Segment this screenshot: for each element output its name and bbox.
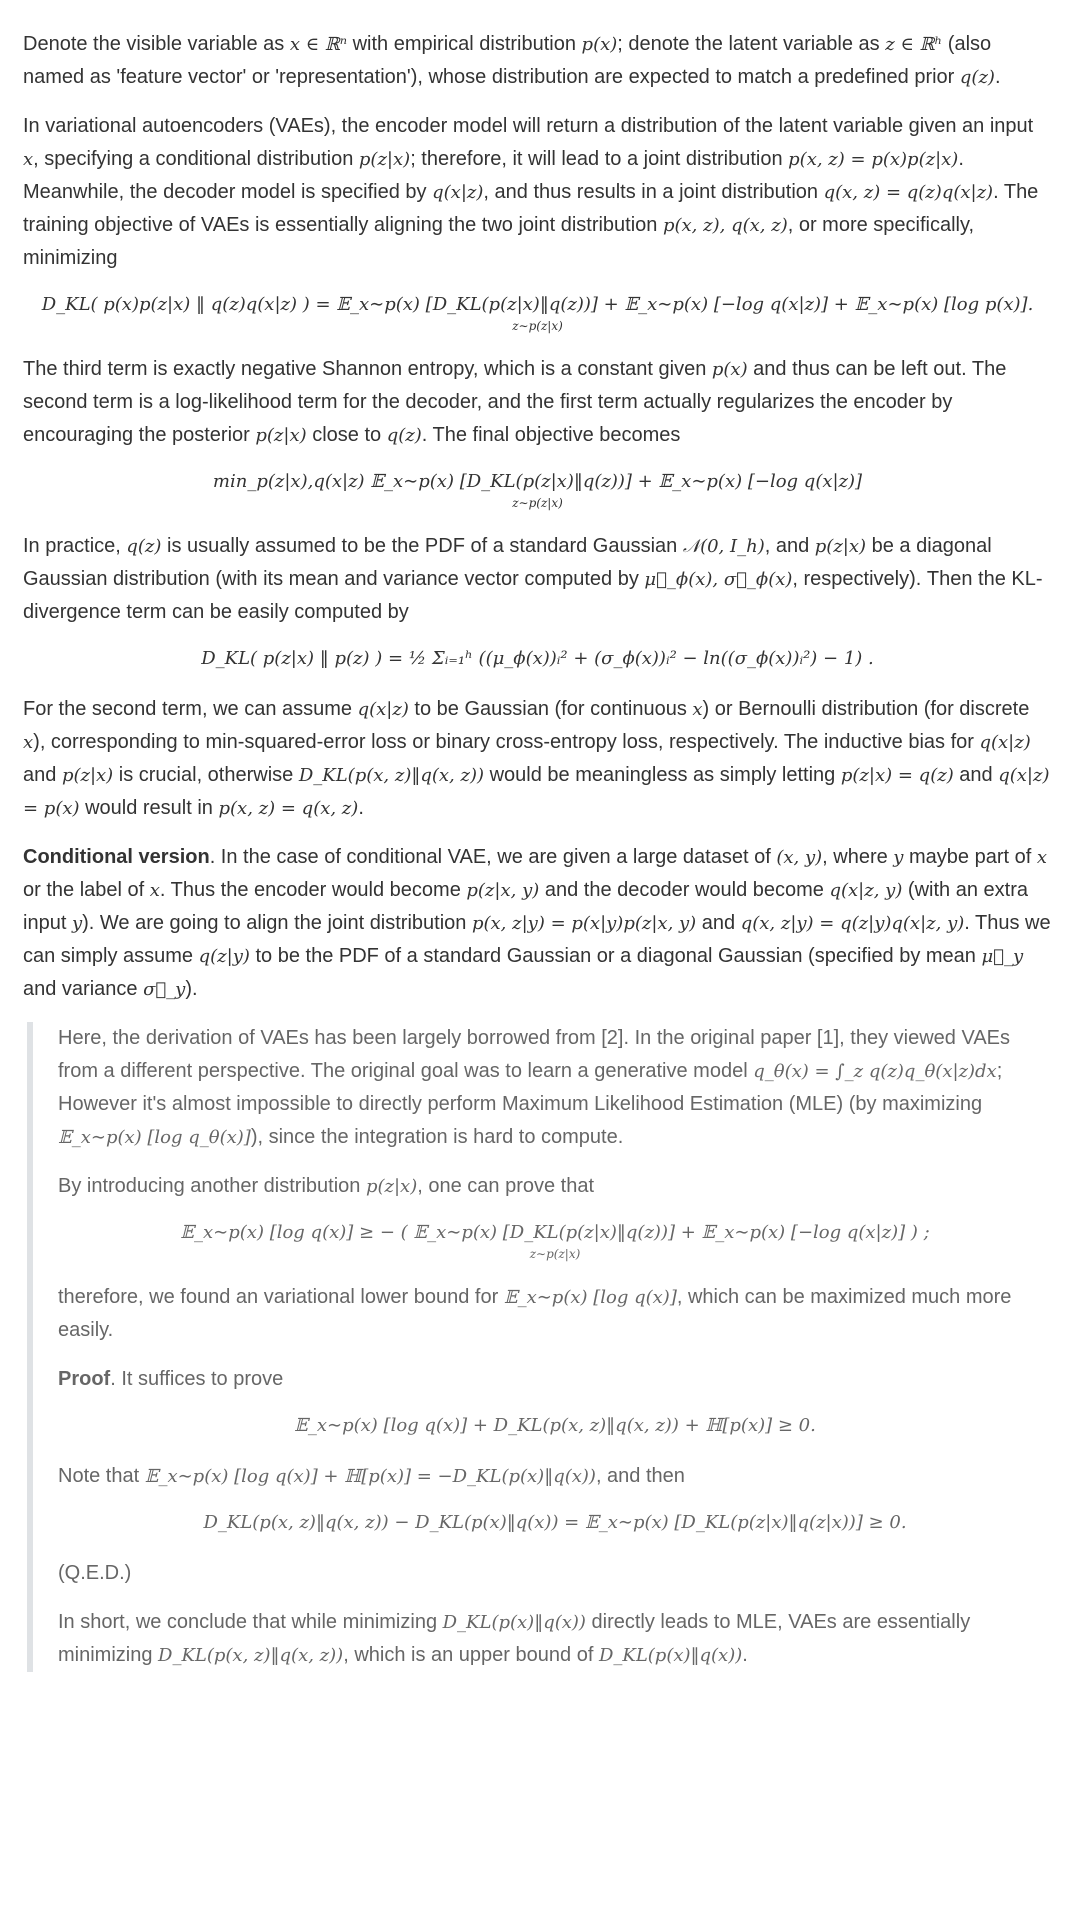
text-run: therefore, we found an variational lower bound for bbox=[58, 1286, 504, 1308]
equation-body: 𝔼_x∼p(x) [log q(x)] ≥ − ( 𝔼_x∼p(x) [D_KL(p(z|x)‖q(z))] + 𝔼_x∼p(x) [−log q(x|z)] ) ; bbox=[180, 1222, 930, 1243]
text-run: is usually assumed to be the PDF of a standard Gaussian bbox=[161, 535, 683, 557]
text-run: and bbox=[953, 764, 999, 786]
paragraph bbox=[58, 1022, 1052, 1154]
text-run: (with an extra input bbox=[23, 879, 1028, 934]
text-run: In practice, bbox=[23, 535, 127, 557]
equation-body: D_KL( p(x)p(z|x) ‖ q(z)q(x|z) ) = 𝔼_x∼p(x) [D_KL(p(z|x)‖q(z))] + 𝔼_x∼p(x) [−log q(x|z)] + 𝔼_x∼p(x) [log p(x)]. bbox=[41, 294, 1034, 315]
inline-math: p(x, z), q(x, z) bbox=[662, 215, 788, 236]
inline-math: σ⃗_y bbox=[143, 979, 186, 1000]
text-run: ), since the integration is hard to compute. bbox=[250, 1126, 624, 1148]
text-run: would result in bbox=[79, 797, 219, 819]
inline-math: D_KL(p(x, z)‖q(x, z)) bbox=[298, 765, 485, 786]
paragraph bbox=[58, 1460, 1052, 1493]
inline-math: q(z) bbox=[126, 536, 162, 557]
inline-math: q(z) bbox=[386, 425, 422, 446]
text-run: maybe part of bbox=[903, 846, 1037, 868]
inline-math: p(z|x) bbox=[358, 149, 411, 170]
text-run: Here, the derivation of VAEs has been largely borrowed from [2]. In the original paper [1], they viewed VAEs from a different perspective. The original goal was to learn a generative model bbox=[58, 1027, 1010, 1082]
inline-math: D_KL(p(x)‖q(x)) bbox=[598, 1645, 743, 1666]
paragraph bbox=[58, 1363, 1052, 1396]
paragraph bbox=[23, 110, 1052, 275]
inline-math: q(x|z) bbox=[979, 732, 1031, 753]
inline-math: μ⃗_ϕ(x), σ⃗_ϕ(x) bbox=[644, 569, 793, 590]
text-run: , which is an upper bound of bbox=[343, 1644, 599, 1666]
inline-math: 𝔼_x∼p(x) [log q_θ(x)] bbox=[58, 1127, 251, 1148]
text-run: The third term is exactly negative Shannon entropy, which is a constant given bbox=[23, 358, 712, 380]
paragraph bbox=[58, 1170, 1052, 1203]
text-run: and the decoder would become bbox=[539, 879, 830, 901]
display-equation bbox=[23, 468, 1052, 510]
text-run: ; However it's almost impossible to directly perform Maximum Likelihood Estimation (MLE) (by maximizing bbox=[58, 1060, 1003, 1115]
display-equation bbox=[58, 1509, 1052, 1537]
text-run: Denote the visible variable as bbox=[23, 33, 290, 55]
inline-math: p(z|x, y) bbox=[466, 880, 540, 901]
inline-math: x bbox=[149, 880, 160, 901]
inline-math: p(x, z) = p(x)p(z|x) bbox=[788, 149, 959, 170]
equation-subscript: z∼p(z|x) bbox=[512, 319, 563, 333]
text-run: with empirical distribution bbox=[347, 33, 582, 55]
text-run: , respectively). Then the KL-divergence term can be easily computed by bbox=[23, 568, 1043, 623]
text-run: ) or Bernoulli distribution (for discrete bbox=[702, 698, 1030, 720]
text-run: In variational autoencoders (VAEs), the encoder model will return a distribution of the latent variable given an input bbox=[23, 115, 1034, 137]
inline-math: p(x, z|y) = p(x|y)p(z|x, y) bbox=[471, 913, 697, 934]
equation-subscript: z∼p(z|x) bbox=[512, 496, 563, 510]
inline-math: p(x) bbox=[581, 34, 618, 55]
inline-math: p(z|x) bbox=[365, 1176, 418, 1197]
inline-math: q(z|y) bbox=[198, 946, 250, 967]
text-run: ). We are going to align the joint distribution bbox=[82, 912, 472, 934]
display-equation bbox=[23, 645, 1052, 673]
text-run: . Meanwhile, the decoder model is specified by bbox=[23, 148, 964, 203]
text-run: , and thus results in a joint distribution bbox=[483, 181, 824, 203]
text-run: . bbox=[742, 1644, 748, 1666]
inline-math: y bbox=[893, 847, 904, 868]
paragraph bbox=[58, 1281, 1052, 1347]
text-run: ; therefore, it will lead to a joint distribution bbox=[410, 148, 789, 170]
text-run: . In the case of conditional VAE, we are given a large dataset of bbox=[209, 846, 777, 868]
inline-math: p(z|x) = q(z) bbox=[840, 765, 954, 786]
text-run: and bbox=[23, 764, 62, 786]
text-run: By introducing another distribution bbox=[58, 1175, 366, 1197]
text-run: Note that bbox=[58, 1465, 145, 1487]
paragraph bbox=[23, 841, 1052, 1006]
paragraph bbox=[58, 1606, 1052, 1672]
inline-math: x bbox=[692, 699, 703, 720]
text-run: to be Gaussian (for continuous bbox=[408, 698, 693, 720]
text-run: or the label of bbox=[23, 879, 150, 901]
text-run: close to bbox=[306, 424, 387, 446]
text-run: and variance bbox=[23, 978, 144, 1000]
text-run: , which can be maximized much more easily. bbox=[58, 1286, 1012, 1341]
inline-math: μ⃗_y bbox=[981, 946, 1024, 967]
inline-math: p(z|x) bbox=[61, 765, 114, 786]
text-run: ), corresponding to min-squared-error loss or binary cross-entropy loss, respectively. The inductive bias for bbox=[33, 731, 980, 753]
text-run: , and bbox=[764, 535, 815, 557]
text-run: . Thus the encoder would become bbox=[159, 879, 467, 901]
paragraph bbox=[23, 28, 1052, 94]
main-content bbox=[23, 28, 1052, 1006]
inline-math: q(x, z) = q(z)q(x|z) bbox=[823, 182, 994, 203]
inline-math: (x, y) bbox=[776, 847, 823, 868]
inline-math: x bbox=[23, 149, 34, 170]
inline-math: D_KL(p(x, z)‖q(x, z)) bbox=[158, 1645, 344, 1666]
text-run: . Thus we can simply assume bbox=[23, 912, 1051, 967]
inline-math: x ∈ ℝⁿ bbox=[289, 34, 348, 55]
inline-math: q(x|z) = p(x) bbox=[23, 765, 1050, 819]
text-run: ). bbox=[185, 978, 198, 1000]
bold-label: Conditional version bbox=[23, 846, 210, 868]
text-run: , or more specifically, minimizing bbox=[23, 214, 975, 269]
text-run: and thus can be left out. The second term is a log-likelihood term for the decoder, and the first term actually regularizes the encoder by encouraging the posterior bbox=[23, 358, 1007, 446]
inline-math: p(z|x) bbox=[814, 536, 867, 557]
inline-math: x bbox=[1036, 847, 1048, 868]
equation-body: D_KL( p(z|x) ‖ p(z) ) = ½ Σᵢ₌₁ʰ ((μ_ϕ(x))ᵢ² + (σ_ϕ(x))ᵢ² − ln((σ_ϕ(x))ᵢ²) − 1) . bbox=[201, 648, 874, 669]
blockquote-note bbox=[27, 1022, 1052, 1672]
display-equation bbox=[23, 291, 1052, 333]
inline-math: x bbox=[23, 732, 34, 753]
text-run: be a diagonal Gaussian distribution (with its mean and variance vector computed by bbox=[23, 535, 992, 590]
inline-math: p(x, z) = q(x, z) bbox=[218, 798, 359, 819]
display-equation bbox=[58, 1219, 1052, 1261]
inline-math: D_KL(p(x)‖q(x)) bbox=[442, 1612, 586, 1633]
inline-math: q(z) bbox=[959, 67, 995, 88]
inline-math: z ∈ ℝʰ bbox=[885, 34, 943, 55]
text-run: , specifying a conditional distribution bbox=[33, 148, 359, 170]
text-run: , and then bbox=[595, 1465, 685, 1487]
paragraph bbox=[23, 693, 1052, 825]
equation-body: min_p(z|x),q(x|z) 𝔼_x∼p(x) [D_KL(p(z|x)‖q(z))] + 𝔼_x∼p(x) [−log q(x|z)] bbox=[212, 471, 863, 492]
text-run: (Q.E.D.) bbox=[58, 1562, 132, 1584]
text-run: In short, we conclude that while minimizing bbox=[58, 1611, 443, 1633]
inline-math: p(z|x) bbox=[255, 425, 307, 446]
inline-math: q(x, z|y) = q(z|y)q(x|z, y) bbox=[740, 913, 965, 934]
equation-subscript: z∼p(z|x) bbox=[529, 1247, 581, 1261]
text-run: directly leads to MLE, VAEs are essentially minimizing bbox=[58, 1611, 971, 1666]
paragraph bbox=[23, 530, 1052, 629]
paragraph bbox=[58, 1557, 1052, 1590]
inline-math: p(x) bbox=[711, 359, 748, 380]
text-run: . bbox=[358, 797, 364, 819]
text-run: would be meaningless as simply letting bbox=[484, 764, 841, 786]
equation-body: 𝔼_x∼p(x) [log q(x)] + D_KL(p(x, z)‖q(x, z)) + ℍ[p(x)] ≥ 0. bbox=[294, 1415, 816, 1436]
inline-math: q(x|z) bbox=[357, 699, 409, 720]
text-run: . bbox=[994, 66, 1001, 88]
inline-math: 𝔼_x∼p(x) [log q(x)] bbox=[503, 1287, 677, 1308]
inline-math: q(x|z, y) bbox=[829, 880, 903, 901]
text-run: , one can prove that bbox=[417, 1175, 595, 1197]
equation-body: D_KL(p(x, z)‖q(x, z)) − D_KL(p(x)‖q(x)) = 𝔼_x∼p(x) [D_KL(p(z|x)‖q(z|x))] ≥ 0. bbox=[203, 1512, 907, 1533]
inline-math: y bbox=[71, 913, 83, 934]
inline-math: 𝒩(0, I_h) bbox=[682, 536, 765, 557]
text-run: ; denote the latent variable as bbox=[617, 33, 886, 55]
text-run: For the second term, we can assume bbox=[23, 698, 358, 720]
text-run: to be the PDF of a standard Gaussian or a diagonal Gaussian (specified by mean bbox=[249, 945, 982, 967]
display-equation bbox=[58, 1412, 1052, 1440]
text-run: (also named as 'feature vector' or 'representation'), whose distribution are expected to match a predefined prior bbox=[23, 33, 992, 88]
text-run: . The final objective becomes bbox=[421, 424, 681, 446]
bold-label: Proof bbox=[58, 1368, 111, 1390]
inline-math: q_θ(x) = ∫_z q(z)q_θ(x|z)dx bbox=[753, 1061, 997, 1082]
text-run: . The training objective of VAEs is essentially aligning the two joint distribution bbox=[23, 181, 1039, 236]
text-run: , where bbox=[822, 846, 894, 868]
text-run: is crucial, otherwise bbox=[113, 764, 299, 786]
text-run: and bbox=[696, 912, 741, 934]
text-run: . It suffices to prove bbox=[110, 1368, 284, 1390]
inline-math: q(x|z) bbox=[432, 182, 484, 203]
inline-math: 𝔼_x∼p(x) [log q(x)] + ℍ[p(x)] = −D_KL(p(x)‖q(x)) bbox=[144, 1466, 596, 1487]
paragraph bbox=[23, 353, 1052, 452]
